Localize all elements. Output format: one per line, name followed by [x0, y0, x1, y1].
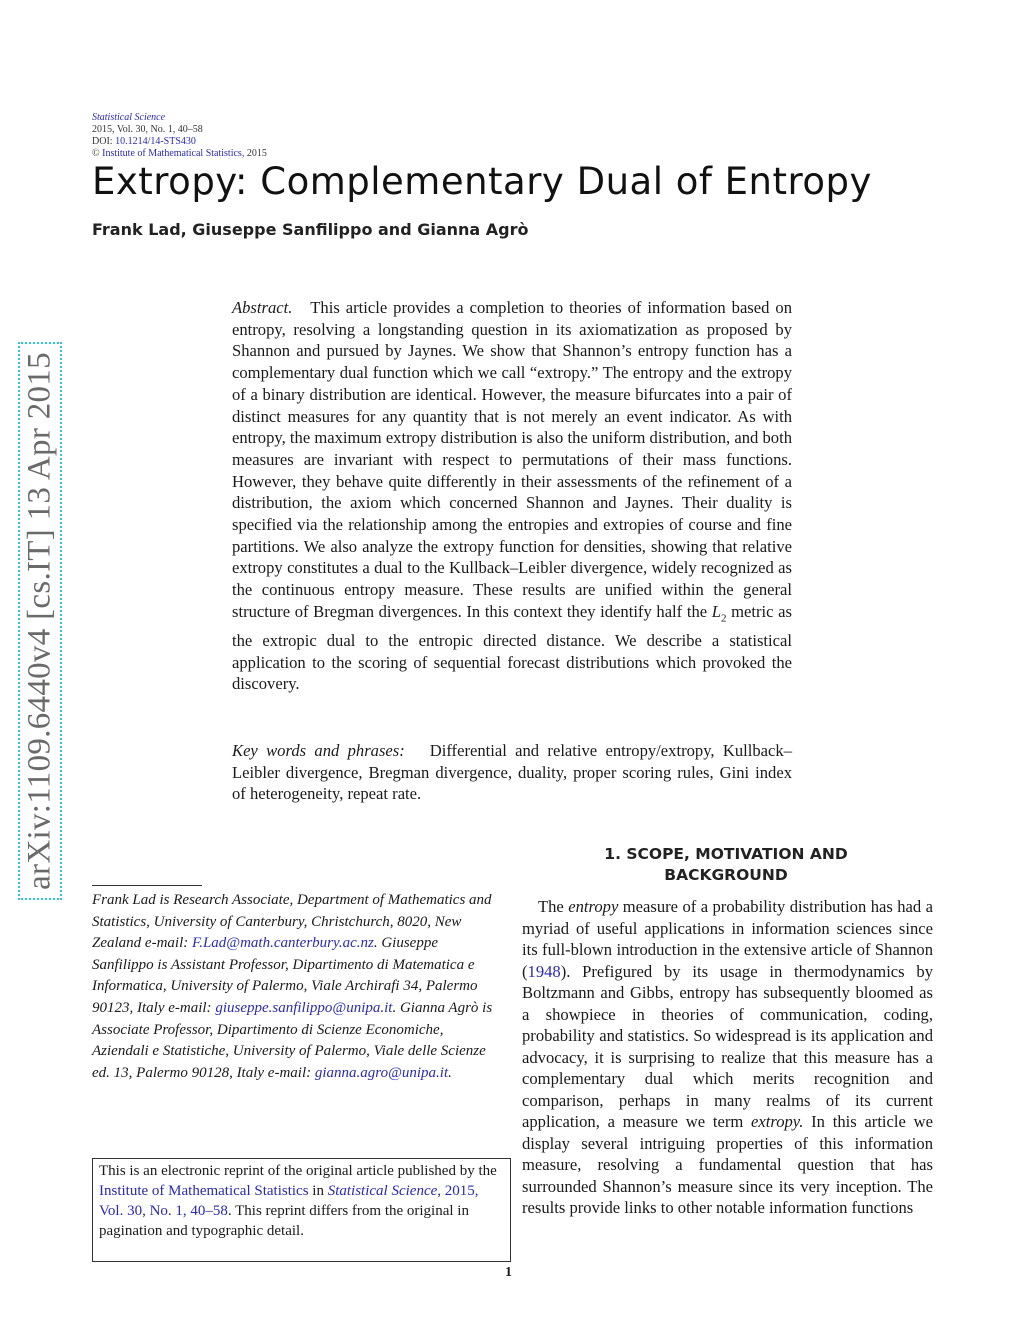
term-extropy: extropy. [751, 1112, 804, 1131]
author-footnote: Frank Lad is Research Associate, Department of Mathematics and Statistics, University of Canterbury, Christchurch, 8020, New Zealand e-mail: F.Lad@math.canterbury.ac.nz. Giuseppe Sanfilippo is Assistant Professor, Dipartimento di Matematica e Informatica, University of Palermo, Viale Archirafi 34, Palermo 90123, Italy e-mail: giuseppe.sanfilippo@unipa.it. Gianna Agrò is Associate Professor, Dipartimento di Scienze Economiche, Aziendali e Statistiche, University of Palermo, Viale delle Scienze ed. 13, Palermo 90128, Italy e-mail: gianna.agro@unipa.it. [92, 892, 493, 1081]
journal-header [92, 112, 267, 160]
reprint-publisher-link[interactable]: Institute of Mathematical Statistics [99, 1183, 309, 1199]
reprint-journal-link[interactable]: Statistical Science [327, 1183, 438, 1199]
citation-shannon-link[interactable]: 1948 [527, 961, 561, 981]
keywords-label: Key words and phrases: [232, 741, 405, 760]
paper-authors: Frank Lad, Giuseppe Sanfilippo and Gianna Agrò [92, 220, 529, 239]
journal-issue: 2015, Vol. 30, No. 1, 40–58 [92, 124, 203, 135]
abstract-math: L [711, 601, 721, 621]
doi-link[interactable]: 10.1214/14-STS430 [115, 136, 196, 147]
keywords [232, 740, 792, 805]
journal-doi: DOI: 10.1214/14-STS430 [92, 136, 196, 147]
abstract-math-subscript: 2 [720, 612, 727, 625]
section-heading: 1. SCOPE, MOTIVATION AND BACKGROUND [604, 845, 848, 884]
email-lad-link[interactable]: F.Lad@math.canterbury.ac.nz [191, 935, 374, 952]
email-sanfilippo-link[interactable]: giuseppe.sanfilippo@unipa.it [215, 999, 393, 1016]
abstract-text-end: metric as the extropic dual to the entropic directed distance. We describe a statistical application to the scoring of sequential forecast distributions which provoked the discovery. [232, 601, 792, 694]
keywords-text: Differential and relative entropy/extropy, Kullback–Leibler divergence, Bregman divergence, duality, proper scoring rules, Gini index of heterogeneity, repeat rate. [232, 741, 792, 804]
journal-name-link[interactable]: Statistical Science [92, 112, 166, 123]
intro-paragraph: The entropy measure of a probability distribution has had a myriad of useful applications in information sciences since its full-blown introduction in the extensive article of Shannon (1948). Prefigured by its usage in thermodynamics by Boltzmann and Gibbs, entropy has subsequently bloomed as a showpiece in theories of communication, coding, probability and statistics. So widespread is its application and advocacy, it is surprising to realize that this measure has a complementary dual which merits recognition and comparison, perhaps in many realms of its current application, a measure we term extropy. In this article we display several intriguing properties of this information measure, resolving a fundamental question that has surrounded Shannon’s measure since its very inception. The results provide links to other notable information functions [522, 897, 933, 1217]
abstract-text: This article provides a completion to theories of information based on entropy, resolving a longstanding question in its axiomatization as proposed by Shannon and pursued by Jaynes. We show that Shannon’s entropy function has a complementary dual function which we call “extropy.” The entropy and the extropy of a binary distribution are identical. However, the measure bifurcates into a pair of distinct measures for any quantity that is not merely an event indicator. As with entropy, the maximum extropy distribution is also the uniform distribution, and both measures are invariant with respect to permutations of their mass functions. However, they behave quite differently in their assessments of the refinement of a distribution, the axiom which concerned Shannon and Jaynes. Their duality is specified via the relationship among the entropies and extropies of course and fine partitions. We also analyze the extropy function for densities, showing that relative extropy constitutes a dual to the Kullback–Leibler divergence, widely recognized as the continuous entropy measure. These results are unified within the general structure of Bregman divergences. In this context they identify half the [232, 298, 792, 621]
paper-title: Extropy: Complementary Dual of Entropy [92, 160, 872, 203]
reprint-citation-link[interactable]: , 2015, Vol. 30, No. 1, 40–58 [99, 1183, 479, 1219]
arxiv-stamp[interactable] [18, 342, 62, 900]
abstract [232, 297, 792, 695]
page-number: 1 [505, 1265, 512, 1280]
reprint-notice: This is an electronic reprint of the original article published by the Institute of Mathematical Statistics in Statistical Science, 2015, Vol. 30, No. 1, 40–58. This reprint differs from the original in pagination and typographic detail. [92, 1158, 511, 1262]
email-agro-link[interactable]: gianna.agro@unipa.it [314, 1064, 449, 1081]
journal-copyright: © Institute of Mathematical Statistics, 2015 [92, 148, 267, 159]
copyright-icon: © [92, 148, 100, 159]
footnote-divider [92, 885, 202, 886]
publisher-link[interactable]: Institute of Mathematical Statistics [102, 148, 242, 159]
abstract-label: Abstract. [232, 298, 293, 317]
term-entropy: entropy [568, 897, 619, 916]
arxiv-stamp-text: arXiv:1109.6440v4 [cs.IT] 13 Apr 2015 [21, 352, 58, 890]
